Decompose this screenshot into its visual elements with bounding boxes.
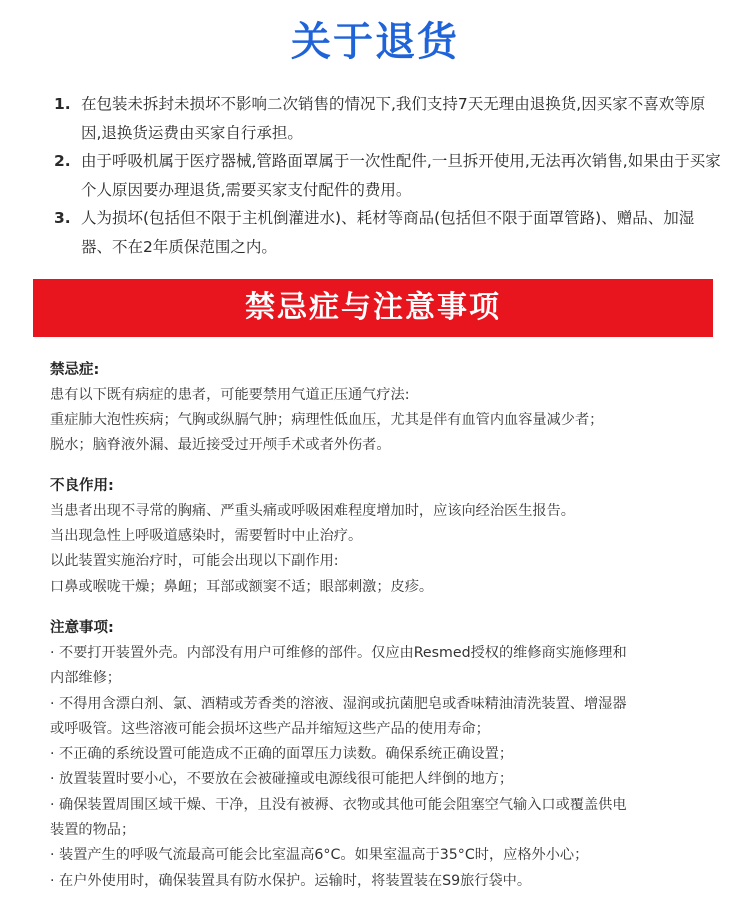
- adverse-effect-line: 当出现急性上呼吸道感染时，需要暂时中止治疗。: [50, 528, 363, 545]
- return-item-text: 由于呼吸机属于医疗器械,管路面罩属于一次性配件,一旦拆开使用,无法再次销售,如果由于买家个人原因要办理退货,需要买家支付配件的费用。: [81, 152, 721, 199]
- return-item-3: [54, 204, 724, 261]
- contraindication-line: 重症肺大泡性疾病；气胸或纵膈气肿；病理性低血压，尤其是伴有血管内血容量减少者；: [50, 412, 604, 429]
- return-item-text: 人为损坏(包括但不限于主机倒灌进水)、耗材等商品(包括但不限于面罩管路)、赠品、加湿器、不在2年质保范围之内。: [81, 209, 695, 256]
- contraindications-banner: 禁忌症与注意事项: [33, 279, 713, 337]
- precaution-line: 装置的物品；: [50, 822, 136, 839]
- precaution-line: · 不要打开装置外壳。内部没有用户可维修的部件。仅应由Resmed授权的维修商实施修理和: [50, 645, 627, 661]
- precautions-heading: 注意事项:: [50, 620, 114, 636]
- returns-list: [54, 90, 724, 261]
- adverse-effects-section: [50, 473, 730, 600]
- precaution-line: · 不得用含漂白剂、氯、酒精或芳香类的溶液、湿润或抗菌肥皂或香味精油清洗装置、增湿器: [50, 695, 627, 712]
- return-item-1: [54, 90, 724, 147]
- contraindication-line: 脱水；脑脊液外漏、最近接受过开颅手术或者外伤者。: [50, 437, 391, 454]
- precaution-item: [50, 793, 730, 844]
- precaution-line: · 确保装置周围区域干燥、干净，且没有被褥、衣物或其他可能会阻塞空气输入口或覆盖供电: [50, 796, 627, 813]
- precaution-line: · 不正确的系统设置可能造成不正确的面罩压力读数。确保系统正确设置；: [50, 746, 514, 763]
- precaution-item: [50, 869, 730, 894]
- contraindications-section: [50, 357, 730, 459]
- precaution-item: [50, 742, 730, 767]
- precaution-line: · 放置装置时要小心，不要放在会被碰撞或电源线很可能把人绊倒的地方；: [50, 771, 514, 788]
- return-item-2: [54, 147, 724, 204]
- return-item-text: 在包装未拆封未损坏不影响二次销售的情况下,我们支持7天无理由退换货,因买家不喜欢等原因,退换货运费由买家自行承担。: [81, 95, 706, 142]
- precaution-item: [50, 692, 730, 743]
- precaution-item: [50, 641, 730, 692]
- precaution-line: 或呼吸管。这些溶液可能会损坏这些产品并缩短这些产品的使用寿命；: [50, 720, 490, 737]
- precaution-line: · 在户外使用时，确保装置具有防水保护。运输时，将装置装在S9旅行袋中。: [50, 872, 532, 889]
- precaution-item: [50, 767, 730, 792]
- contraindications-heading: 禁忌症:: [50, 362, 100, 378]
- adverse-effect-line: 口鼻或喉咙干燥；鼻衄；耳部或额窦不适；眼部刺激；皮疹。: [50, 578, 434, 595]
- return-item-number: 3.: [54, 209, 71, 227]
- return-item-number: 1.: [54, 95, 71, 113]
- adverse-effects-heading: 不良作用:: [50, 478, 114, 494]
- precautions-section: [50, 615, 730, 894]
- precaution-line: 内部维修；: [50, 670, 121, 687]
- precaution-item: [50, 843, 730, 868]
- precaution-line: · 装置产生的呼吸气流最高可能会比室温高6°C。如果室温高于35°C时，应格外小心；: [50, 847, 589, 864]
- contraindication-line: 患有以下既有病症的患者，可能要禁用气道正压通气疗法:: [50, 387, 410, 403]
- return-item-number: 2.: [54, 152, 71, 170]
- adverse-effect-line: 以此装置实施治疗时，可能会出现以下副作用:: [50, 553, 339, 570]
- returns-title: 关于退货: [291, 19, 459, 65]
- adverse-effect-line: 当患者出现不寻常的胸痛、严重头痛或呼吸困难程度增加时，应该向经治医生报告。: [50, 503, 575, 519]
